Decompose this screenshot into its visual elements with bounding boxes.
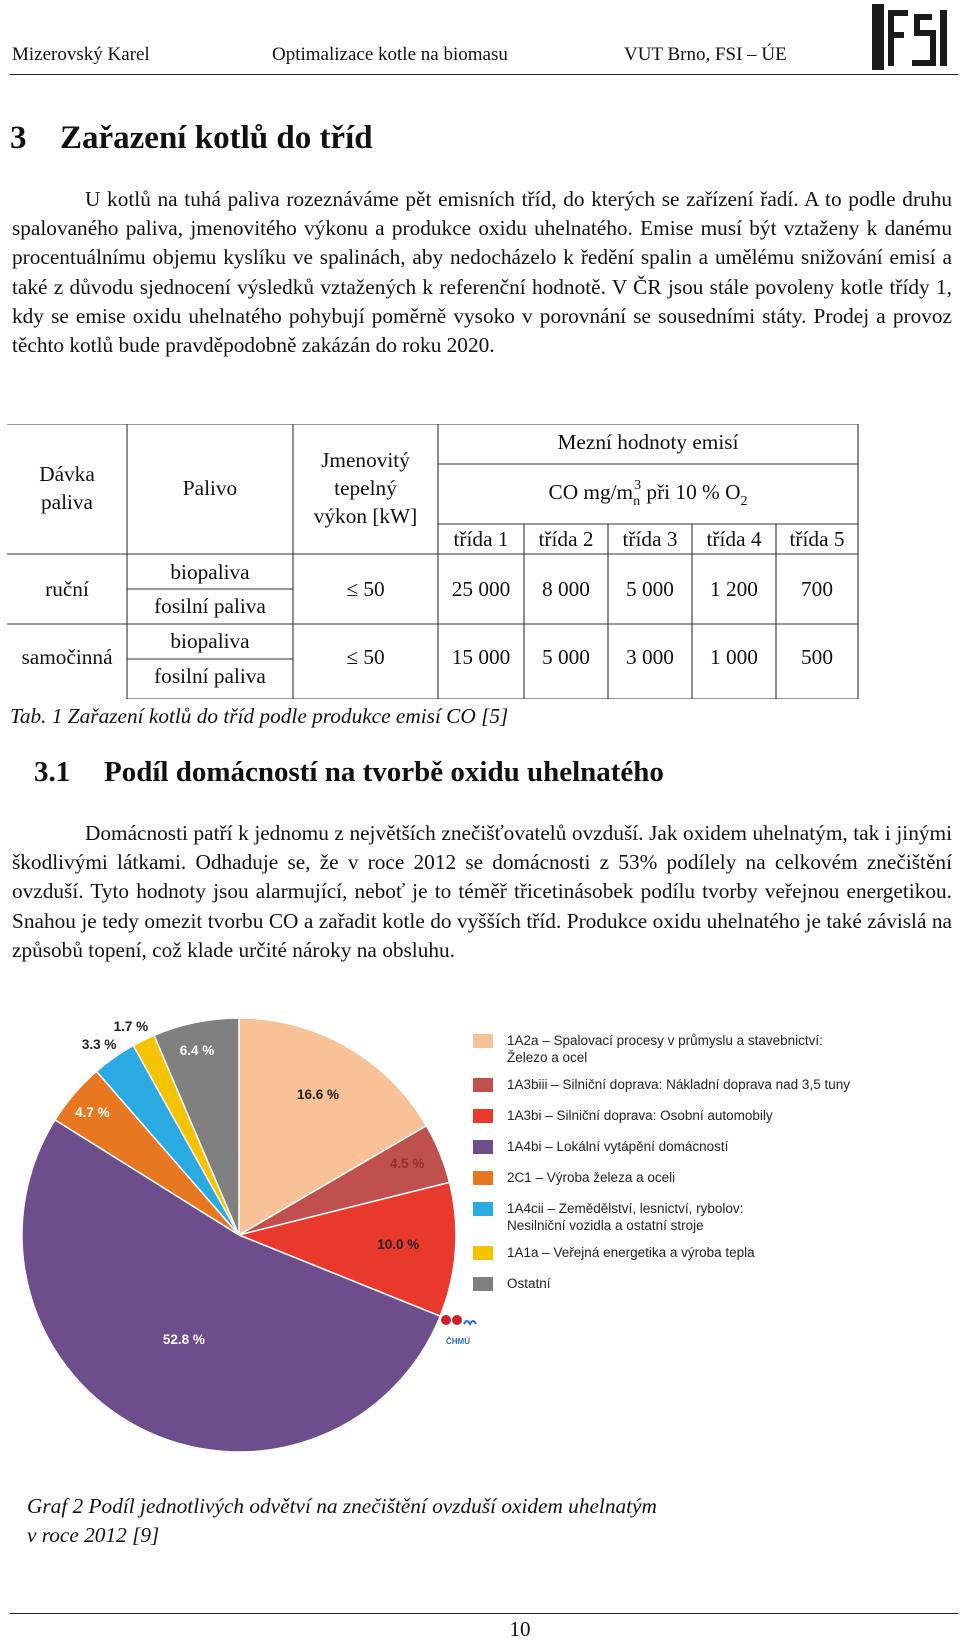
- legend-swatch-1: [473, 1034, 493, 1048]
- th-class-4: třída 4: [706, 527, 762, 551]
- co-pie-chart: [14, 1010, 464, 1460]
- legend-text-5: 2C1 – Výroba železa a oceli: [507, 1170, 676, 1185]
- row2-class-3: 3 000: [626, 645, 674, 669]
- header-institution: VUT Brno, FSI – ÚE: [624, 44, 787, 65]
- th-class-5: třída 5: [789, 527, 845, 551]
- section-title: Zařazení kotlů do tříd: [60, 120, 373, 156]
- th-unit: [438, 478, 858, 510]
- th-power-line3: výkon [kW]: [313, 504, 418, 528]
- row2-class-5: 500: [801, 645, 833, 669]
- pie-label-5: 4.7 %: [75, 1104, 110, 1120]
- row1-class-5: 700: [801, 577, 833, 601]
- legend-text-4: 1A4bi – Lokální vytápění domácností: [507, 1139, 729, 1154]
- emission-class-table: [7, 424, 898, 699]
- row2-class-4: 1 000: [710, 645, 758, 669]
- legend-text-6: 1A4cii – Zemědělství, lesnictví, rybolov: Nesilniční vozidla a ostatní stroje: [507, 1201, 744, 1233]
- th-unit-mid: při 10 % O: [641, 480, 741, 504]
- th-unit-sup-3: 3: [634, 478, 642, 493]
- th-limits-title: Mezní hodnoty emisí: [557, 430, 739, 454]
- row1-class-1: 25 000: [451, 577, 511, 601]
- chart-caption: [27, 1492, 657, 1550]
- legend-swatch-5: [473, 1171, 493, 1185]
- th-dose-line1: Dávka: [39, 462, 95, 486]
- chart-caption-line2: v roce 2012 [9]: [27, 1523, 160, 1547]
- pie-label-4: 52.8 %: [162, 1332, 205, 1348]
- row2-fuel-1: biopaliva: [170, 629, 250, 653]
- pie-label-1: 16.6 %: [296, 1086, 340, 1102]
- chmu-logo-icon: [440, 1312, 480, 1332]
- chmu-logo-text: ČHMÚ: [446, 1337, 470, 1346]
- legend-swatch-3: [473, 1109, 493, 1123]
- page-number: 10: [509, 1617, 531, 1641]
- row1-fuel-2: fosilní paliva: [154, 594, 266, 618]
- row1-class-2: 8 000: [542, 577, 590, 601]
- legend-text-1: 1A2a – Spalovací procesy v průmyslu a stavebnictví: Železo a ocel: [507, 1033, 823, 1065]
- header-author: Mizerovský Karel: [12, 44, 150, 65]
- legend-swatch-8: [473, 1277, 493, 1291]
- th-power: [293, 446, 438, 530]
- page-header: [12, 44, 852, 74]
- legend-text-8: Ostatní: [507, 1276, 551, 1291]
- row2-class-2: 5 000: [542, 645, 590, 669]
- subsection-heading: [34, 756, 664, 789]
- th-power-line2: tepelný: [334, 476, 397, 500]
- legend-text-3: 1A3bi – Silniční doprava: Osobní automobily: [507, 1108, 773, 1123]
- th-class-3: třída 3: [622, 527, 678, 551]
- section-heading: [10, 120, 373, 157]
- row1-power: ≤ 50: [346, 577, 385, 601]
- row2-dose: samočinná: [21, 645, 113, 669]
- legend-swatch-6: [473, 1202, 493, 1216]
- legend-text-7: 1A1a – Veřejná energetika a výroba tepla: [507, 1245, 755, 1260]
- pie-label-3: 10.0 %: [377, 1237, 420, 1253]
- legend-text-2: 1A3biii – Silniční doprava: Nákladní doprava nad 3,5 tuny: [507, 1077, 850, 1092]
- th-unit-prefix: CO mg/m: [548, 480, 634, 504]
- th-class-2: třída 2: [538, 527, 594, 551]
- pie-label-7: 1.7 %: [113, 1018, 149, 1034]
- pie-label-2: 4.5 %: [389, 1155, 425, 1171]
- th-dose-line2: paliva: [40, 490, 94, 514]
- legend-swatch-2: [473, 1078, 493, 1092]
- th-dose: [7, 460, 127, 516]
- row1-class-4: 1 200: [710, 577, 758, 601]
- header-rule: [10, 74, 958, 75]
- th-unit-sub-n: n: [633, 494, 641, 509]
- table-caption: Tab. 1 Zařazení kotlů do tříd podle produkce emisí CO [5]: [10, 704, 509, 728]
- th-unit-sub-2: 2: [740, 494, 748, 509]
- th-class-1: třída 1: [453, 527, 509, 551]
- legend-swatch-4: [473, 1140, 493, 1154]
- subsection-paragraph: Domácnosti patří k jednomu z největších znečišťovatelů ovzduší. Jak oxidem uhelnatým, tak i jinými škodlivými látkami. Odhaduje se, že v roce 2012 se domácnosti z 53% podílely na celkovém znečištění ovzduší. Tyto hodnoty jsou alarmující, neboť je to téměř třicetinásobek podílu tvorby veřejnou energetikou. Snahou je tedy omezit tvorbu CO a zařadit kotle do vyšších tříd. Produkce oxidu uhelnatého je také závislá na způsobů topení, což klade určité nároky na obsluhu.: [12, 821, 952, 962]
- chmu-logo: [440, 1312, 480, 1346]
- th-fuel: Palivo: [182, 476, 238, 500]
- legend-swatch-7: [473, 1246, 493, 1260]
- th-power-line1: Jmenovitý: [321, 448, 410, 472]
- section-number: 3: [10, 120, 27, 156]
- pie-label-8: 6.4 %: [179, 1043, 215, 1059]
- subsection-title: Podíl domácností na tvorbě oxidu uhelnatého: [104, 756, 664, 788]
- row1-dose: ruční: [45, 577, 89, 601]
- section-paragraph: U kotlů na tuhá paliva rozeznáváme pět emisních tříd, do kterých se zařízení řadí. A to podle druhu spalovaného paliva, jmenovitého výkonu a produkce oxidu uhelnatého. Emise musí být vztaženy k danému procentuálnímu objemu kyslíku ve spalinách, aby nedocházelo k ředění spalin a umělému snižování emisí a také z důvodu sjednocení výsledků vztažených k referenční hodnotě. V ČR jsou stále povoleny kotle třídy 1, kdy se emise oxidu uhelnatého pohybují poměrně vysoko v porovnání se sousedními státy. Prodej a provoz těchto kotlů bude pravděpodobně zakázán do roku 2020.: [12, 187, 952, 358]
- row2-power: ≤ 50: [346, 645, 385, 669]
- row2-fuel-2: fosilní paliva: [154, 664, 266, 688]
- chart-caption-line1: Graf 2 Podíl jednotlivých odvětví na znečištění ovzduší oxidem uhelnatým: [27, 1494, 657, 1518]
- row1-fuel-1: biopaliva: [170, 560, 250, 584]
- footer-rule: [10, 1613, 958, 1614]
- header-title: Optimalizace kotle na biomasu: [272, 44, 508, 65]
- pie-label-6: 3.3 %: [81, 1037, 117, 1052]
- fsi-logo: [870, 2, 956, 72]
- row2-class-1: 15 000: [451, 645, 511, 669]
- subsection-number: 3.1: [34, 756, 71, 788]
- row1-class-3: 5 000: [626, 577, 674, 601]
